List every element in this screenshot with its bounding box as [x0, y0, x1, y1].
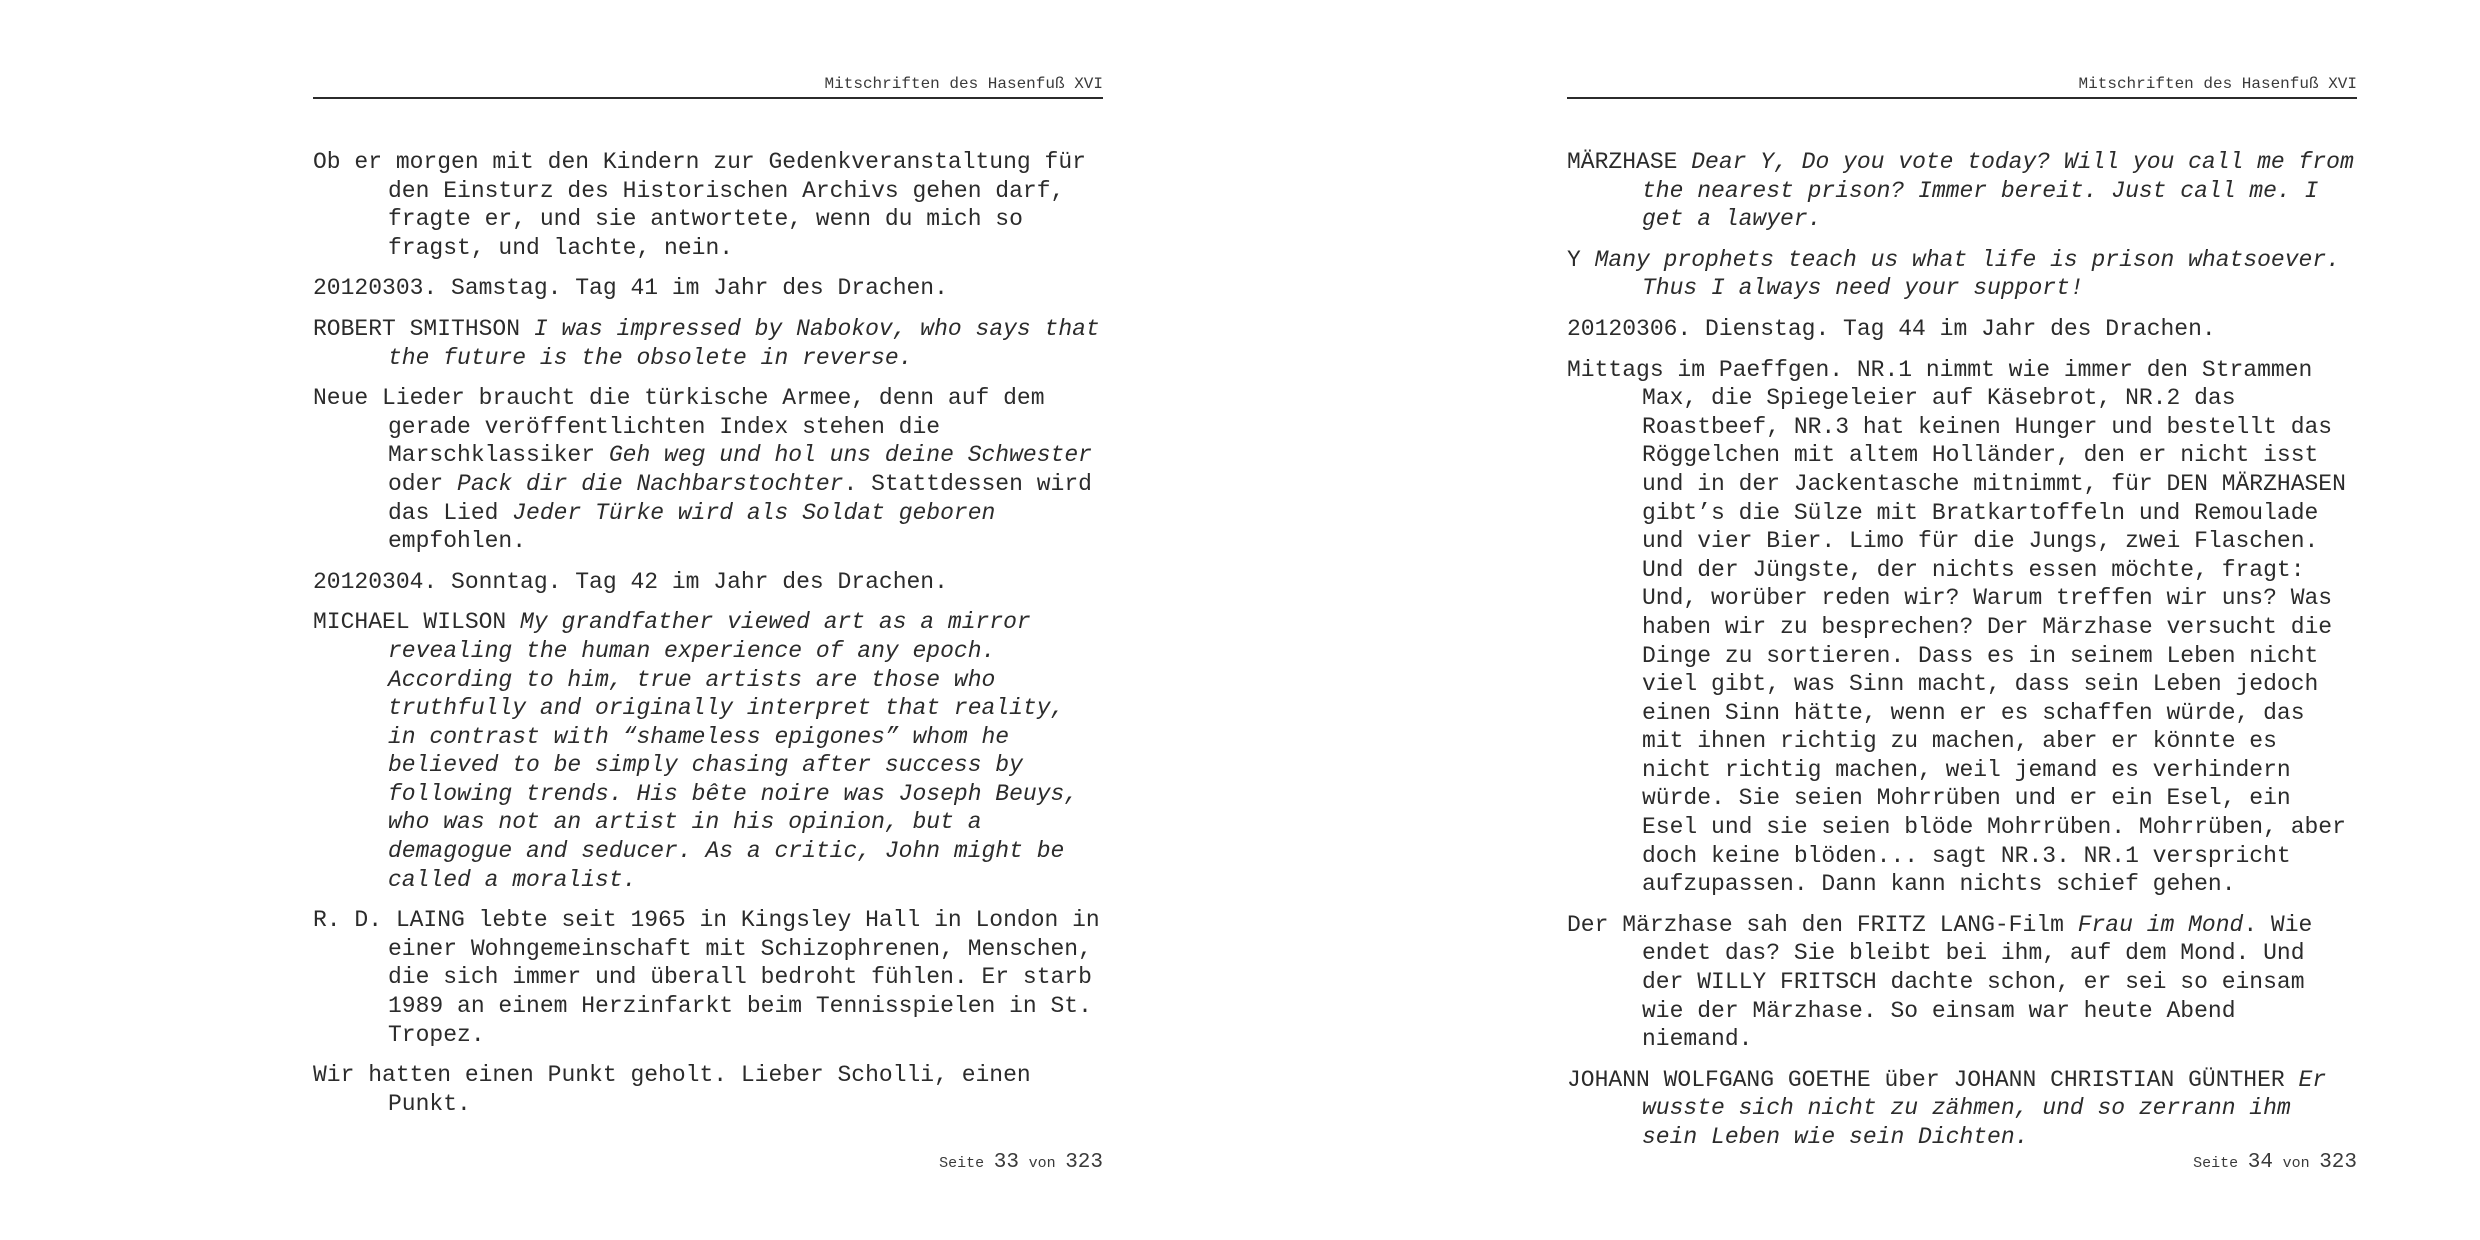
text-run: Wir hatten einen Punkt geholt. Lieber Scholli, einen Punkt. — [313, 1062, 1031, 1117]
paragraph — [1567, 246, 2357, 303]
text-run: empfohlen. — [388, 528, 527, 555]
paragraph — [313, 568, 1103, 597]
text-run: 20120303. Samstag. Tag 41 im Jahr des Drachen. — [313, 275, 948, 302]
paragraph — [1567, 911, 2357, 1054]
paragraph — [313, 384, 1103, 556]
footer-prefix: Seite — [939, 1155, 985, 1172]
text-run: oder — [388, 470, 458, 497]
paragraph — [1567, 1066, 2357, 1152]
text-run: MICHAEL WILSON — [313, 609, 521, 636]
page-footer — [313, 1151, 1103, 1174]
text-run: Y — [1567, 246, 1595, 273]
italic-text: Pack dir die Nachbarstochter — [457, 470, 844, 497]
italic-text: Frau im Mond — [2077, 911, 2244, 938]
page-number: 34 — [2247, 1151, 2273, 1174]
paragraph — [1567, 315, 2357, 344]
paragraph — [313, 906, 1103, 1049]
paragraph — [313, 1061, 1103, 1118]
text-run: . Stattdessen wird das Lied — [388, 470, 1092, 526]
text-run: Der Märzhase sah den FRITZ LANG-Film — [1567, 911, 2078, 938]
page-body — [1567, 148, 2357, 1164]
header-rule — [313, 97, 1103, 99]
paragraph — [1567, 356, 2357, 899]
text-run: 20120304. Sonntag. Tag 42 im Jahr des Drachen. — [313, 568, 948, 595]
paragraph — [313, 274, 1103, 303]
italic-text: I was impressed by Nabokov, who says that the future is the obsolete in reverse. — [388, 315, 1100, 371]
running-head: Mitschriften des Hasenfuß XVI — [824, 75, 1103, 93]
text-run: ROBERT SMITHSON — [313, 315, 534, 342]
paragraph — [313, 608, 1103, 894]
right-page — [1567, 0, 2357, 1240]
paragraph — [1567, 148, 2357, 234]
text-run: Neue Lieder braucht die türkische Armee, denn auf dem gerade veröffentlichten Index stehen die Marschklassiker — [313, 385, 1045, 469]
page-body — [313, 148, 1103, 1130]
running-head: Mitschriften des Hasenfuß XVI — [2078, 75, 2357, 93]
text-run: 20120306. Dienstag. Tag 44 im Jahr des Drachen. — [1567, 315, 2216, 342]
italic-text: Jeder Türke wird als Soldat geboren — [512, 499, 996, 526]
page-number: 33 — [993, 1151, 1019, 1174]
footer-prefix: Seite — [2193, 1155, 2239, 1172]
italic-text: My grandfather viewed art as a mirror revealing the human experience of any epoch. According to him, true artists are those who truthfully and originally interpret that reality, in contrast with “shameless epigones” whom he believed to be simply chasing after success by following trends. His bête noire was Joseph Beuys, who was not an artist in his opinion, but a demagogue and seducer. As a critic, John might be called a moralist. — [388, 609, 1079, 893]
italic-text: Many prophets teach us what life is prison whatsoever. Thus I always need your support! — [1594, 246, 2340, 302]
header-rule — [1567, 97, 2357, 99]
text-run: . Wie endet das? Sie bleibt bei ihm, auf dem Mond. Und der WILLY FRITSCH dachte schon, er sei so einsam wie der Märzhase. So einsam war heute Abend niemand. — [1642, 911, 2313, 1053]
paragraph — [313, 148, 1103, 262]
page-footer — [1567, 1151, 2357, 1174]
total-pages: 323 — [2319, 1151, 2357, 1174]
italic-text: Er wusste sich nicht zu zähmen, und so zerrann ihm sein Leben wie sein Dichten. — [1642, 1066, 2327, 1150]
left-page — [313, 0, 1103, 1240]
text-run: MÄRZHASE — [1567, 149, 1692, 175]
footer-of: von — [1028, 1155, 1056, 1172]
text-run: JOHANN WOLFGANG GOETHE über JOHANN CHRISTIAN GÜNTHER — [1567, 1066, 2299, 1093]
italic-text: Dear Y, Do you vote today? Will you call me from the nearest prison? Immer bereit. Just call me. I get a lawyer. — [1642, 149, 2354, 233]
text-run: R. D. LAING lebte seit 1965 in Kingsley Hall in London in einer Wohngemeinschaft mit Schizophrenen, Menschen, die sich immer und überall bedroht fühlen. Er starb 1989 an einem Herzinfarkt beim Tennisspielen in St. Tropez. — [313, 907, 1100, 1048]
text-run: Ob er morgen mit den Kindern zur Gedenkveranstaltung für den Einsturz des Historischen Archivs gehen darf, fragte er, und sie antwortete, wenn du mich so fragst, und lachte, nein. — [313, 149, 1086, 261]
footer-of: von — [2282, 1155, 2310, 1172]
text-run: Mittags im Paeffgen. NR.1 nimmt wie immer den Strammen Max, die Spiegeleier auf Käsebrot, NR.2 das Roastbeef, NR.3 hat keinen Hunger und bestellt das Röggelchen mit altem Holländer, den er nicht isst und in der Jackentasche mitnimmt, für DEN MÄRZHASEN gibt’s die Sülze mit Bratkartoffeln und Remoulade und vier Bier. Limo für die Jungs, zwei Flaschen. Und der Jüngste, der nichts essen möchte, fragt: Und, worüber reden wir? Warum treffen wir uns? Was haben wir zu besprechen? Der Märzhase versucht die Dinge zu sortieren. Dass es in seinem Leben nicht viel gibt, was Sinn macht, dass sein Leben jedoch einen Sinn hätte, wenn er es schaffen würde, das mit ihnen richtig zu machen, aber er könnte es nicht richtig machen, weil jemand es verhindern würde. Sie seien Mohrrüben und er ein Esel, ein Esel und sie seien blöde Mohrrüben. Mohrrüben, aber doch keine blöden... sagt NR.3. NR.1 verspricht aufzupassen. Dann kann nichts schief gehen. — [1567, 356, 2346, 898]
paragraph — [313, 315, 1103, 372]
italic-text: Geh weg und hol uns deine Schwester — [608, 442, 1092, 469]
total-pages: 323 — [1065, 1151, 1103, 1174]
